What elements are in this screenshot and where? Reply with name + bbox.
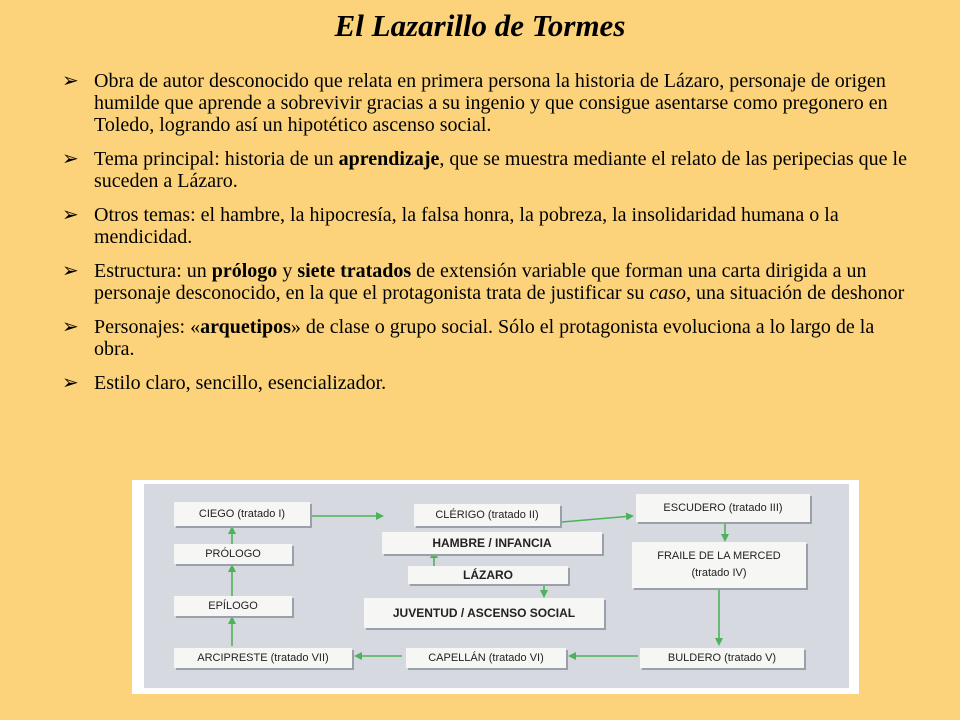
node-fraile-name: FRAILE DE LA MERCED (657, 550, 781, 562)
bullet-list (62, 70, 912, 406)
node-ciego: CIEGO (tratado I) (174, 502, 310, 526)
node-arcipreste: ARCIPRESTE (tratado VII) (174, 648, 352, 668)
structure-diagram (132, 480, 859, 694)
bullet-emphasis: aprendizaje (338, 148, 440, 170)
node-fraile-tratado: (tratado IV) (691, 567, 747, 579)
arrow-bullet-icon: ➢ (62, 204, 79, 226)
bullet-text: » de clase o grupo social. Sólo el protagonista evoluciona a lo largo de la obra. (94, 316, 875, 360)
bullet-item (62, 204, 912, 248)
bullet-item (62, 316, 912, 360)
node-fraile (632, 542, 806, 588)
bullet-text: Obra de autor desconocido que relata en primera persona la historia de Lázaro, personaje de origen humilde que aprende a sobrevivir gracias a su ingenio y que consigue asentarse como pregonero en Toledo, logrando así un hipotético ascenso social. (94, 70, 888, 136)
bullet-text: Estilo claro, sencillo, esencializador. (94, 372, 387, 394)
node-clerigo: CLÉRIGO (tratado II) (414, 504, 560, 526)
bullet-text: , que se muestra mediante el relato de las peripecias que le suceden a Lázaro. (94, 148, 907, 192)
node-escudero: ESCUDERO (tratado III) (636, 494, 810, 522)
arrow-clerigo-escudero (562, 516, 632, 522)
bullet-text: Personajes: « (94, 316, 201, 338)
bullet-emphasis: arquetipos (200, 316, 291, 338)
arrow-bullet-icon: ➢ (62, 70, 79, 92)
bullet-text: Estructura: un (94, 260, 212, 282)
diagram-background (144, 484, 849, 688)
bullet-text: de extensión variable que forman una carta dirigida a un personaje desconocido, en la que el protagonista trata de justificar su (94, 260, 867, 304)
arrow-bullet-icon: ➢ (62, 148, 79, 170)
node-buldero: BULDERO (tratado V) (640, 648, 804, 668)
bullet-item (62, 70, 912, 136)
bullet-item (62, 148, 912, 192)
bullet-text: , una situación de deshonor (686, 282, 905, 304)
node-hambre: HAMBRE / INFANCIA (382, 532, 602, 554)
bullet-item (62, 372, 912, 394)
arrow-bullet-icon: ➢ (62, 260, 79, 282)
bullet-text: Tema principal: historia de un (94, 148, 339, 170)
node-juventud: JUVENTUD / ASCENSO SOCIAL (364, 598, 604, 628)
arrow-bullet-icon: ➢ (62, 372, 79, 394)
slide-title: El Lazarillo de Tormes (334, 8, 626, 43)
bullet-item (62, 260, 912, 304)
bullet-text: y (277, 260, 298, 282)
node-lazaro: LÁZARO (408, 566, 568, 584)
node-prologo: PRÓLOGO (174, 544, 292, 564)
node-epilogo: EPÍLOGO (174, 596, 292, 616)
bullet-emphasis: prólogo (211, 260, 278, 282)
arrow-bullet-icon: ➢ (62, 316, 79, 338)
node-capellan: CAPELLÁN (tratado VI) (406, 648, 566, 668)
bullet-italic: caso (649, 282, 687, 304)
bullet-emphasis: siete tratados (297, 260, 412, 282)
bullet-text: Otros temas: el hambre, la hipocresía, la falsa honra, la pobreza, la insolidaridad humana o la mendicidad. (94, 204, 839, 248)
